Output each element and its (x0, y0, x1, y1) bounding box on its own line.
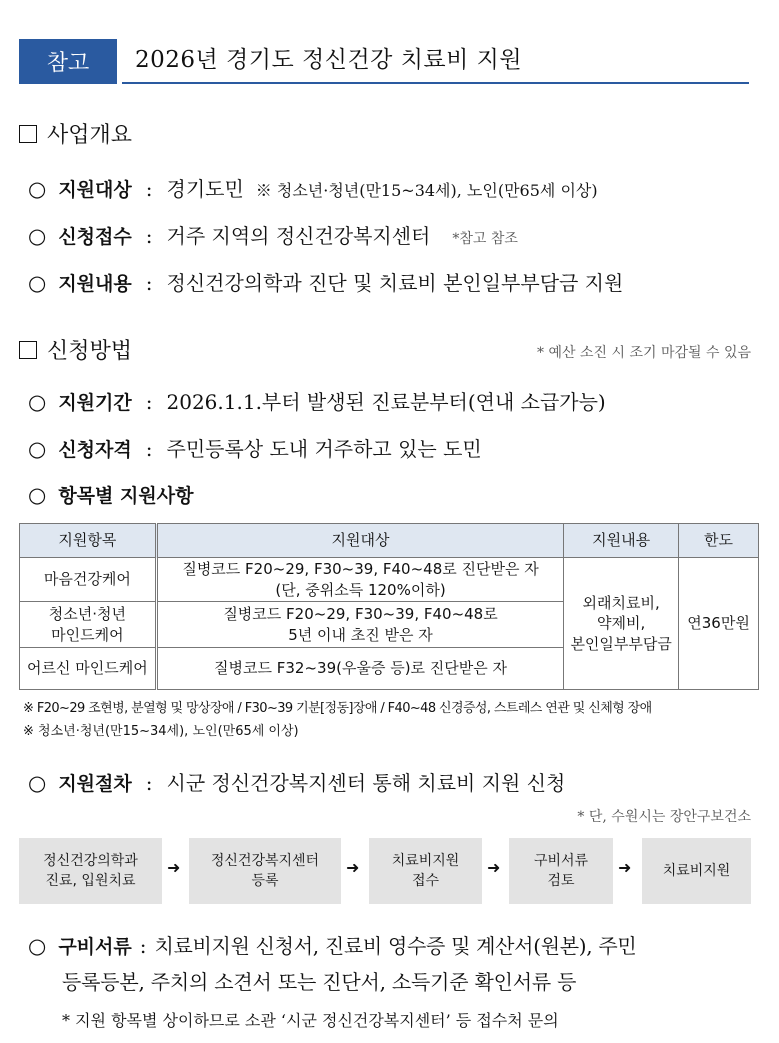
circle-bullet-icon: ○ (28, 390, 47, 414)
arrow-right-icon: ➜ (346, 858, 360, 877)
reference-tag: 참고 (19, 39, 117, 84)
table-header-cell: 한도 (679, 524, 759, 558)
item-label: 지원내용 (58, 273, 132, 295)
item-value: 거주 지역의 정신건강복지센터 (166, 224, 431, 248)
support-table (19, 523, 759, 690)
method-item-eligibility (28, 433, 482, 462)
table-cell-target (156, 558, 563, 602)
section-title: 사업개요 (47, 123, 133, 148)
method-item-support-by-category (28, 481, 193, 508)
table-row (20, 558, 759, 602)
step-line: 등록 (251, 873, 279, 889)
table-cell-target: 질병코드 F32~39(우울증 등)로 진단받은 자 (156, 648, 563, 690)
colon: : (145, 437, 153, 461)
item-value: 주민등록상 도내 거주하고 있는 도민 (166, 437, 482, 461)
content-line: 본인일부부담금 (570, 634, 672, 653)
step-line: 접수 (411, 873, 440, 889)
square-bullet-icon (19, 341, 37, 359)
budget-note: * 예산 소진 시 조기 마감될 수 있음 (537, 345, 751, 361)
item-value: 정신건강의학과 진단 및 치료비 본인일부부담금 지원 (166, 271, 624, 295)
table-header-cell: 지원항목 (20, 524, 157, 558)
item-value: 시군 정신건강복지센터 통해 치료비 지원 신청 (166, 771, 566, 795)
circle-bullet-icon: ○ (28, 177, 47, 201)
section-method-heading (19, 334, 132, 365)
item-label: 지원대상 (58, 179, 132, 201)
colon: : (145, 771, 153, 795)
colon: : (145, 224, 153, 248)
item-label: 지원기간 (58, 392, 132, 414)
flow-step-review (509, 838, 613, 904)
item-label: 신청자격 (58, 439, 132, 461)
step-line: 치료비지원 (662, 862, 731, 879)
overview-item-target (28, 173, 598, 202)
circle-bullet-icon: ○ (28, 771, 47, 795)
table-cell-content (564, 558, 679, 690)
flow-step-registration (189, 838, 341, 904)
arrow-right-icon: ➜ (618, 858, 632, 877)
table-footnote-ages: ※ 청소년·청년(만15~34세), 노인(만65세 이상) (23, 724, 299, 739)
item-line: 마인드케어 (51, 625, 124, 644)
colon: : (145, 177, 153, 201)
arrow-right-icon: ➜ (167, 858, 181, 877)
circle-bullet-icon: ○ (28, 271, 47, 295)
flow-step-treatment (19, 838, 162, 904)
target-line: (단, 중위소득 120%이하) (275, 580, 446, 599)
step-line: 치료비지원 (391, 852, 460, 869)
item-line: 청소년·청년 (48, 605, 126, 624)
item-value: 2026.1.1.부터 발생된 진료분부터(연내 소급가능) (166, 390, 606, 414)
table-cell-item (20, 602, 157, 648)
documents-note: * 지원 항목별 상이하므로 소관 ‘시군 정신건강복지센터’ 등 접수처 문의 (62, 1011, 559, 1030)
content-line: 외래치료비, (582, 594, 660, 613)
content-line: 약제비, (597, 614, 646, 633)
circle-bullet-icon: ○ (28, 224, 47, 248)
overview-item-content (28, 267, 623, 296)
item-note: ※ 청소년·청년(만15~34세), 노인(만65세 이상) (255, 181, 598, 200)
colon: : (145, 390, 153, 414)
circle-bullet-icon: ○ (28, 437, 47, 461)
documents-line2: 등록등본, 주치의 소견서 또는 진단서, 소득기준 확인서류 등 (62, 970, 577, 994)
colon: : (145, 271, 153, 295)
flow-step-receipt (369, 838, 482, 904)
square-bullet-icon (19, 125, 37, 143)
table-cell-target (156, 602, 563, 648)
item-label: 구비서류 (58, 936, 132, 958)
documents-item (28, 930, 636, 959)
arrow-right-icon: ➜ (487, 858, 501, 877)
item-value: 치료비지원 신청서, 진료비 영수증 및 계산서(원본), 주민 (154, 934, 637, 958)
item-label: 신청접수 (58, 226, 132, 248)
section-overview-heading (19, 118, 132, 149)
procedure-note: * 단, 수원시는 장안구보건소 (577, 809, 751, 825)
circle-bullet-icon: ○ (28, 934, 47, 958)
table-header-cell: 지원대상 (156, 524, 563, 558)
method-item-period (28, 386, 606, 415)
table-cell-item: 마음건강케어 (20, 558, 157, 602)
section-title: 신청방법 (47, 339, 133, 364)
title-underline (122, 82, 749, 84)
item-label: 항목별 지원사항 (58, 485, 194, 507)
step-line: 구비서류 (533, 852, 589, 869)
step-line: 정신건강의학과 (43, 852, 138, 869)
table-header-row (20, 524, 759, 558)
flow-step-support (642, 838, 751, 904)
table-cell-limit: 연36만원 (679, 558, 759, 690)
target-line: 5년 이내 초진 받은 자 (288, 625, 433, 644)
procedure-item (28, 767, 565, 796)
table-cell-item: 어르신 마인드케어 (20, 648, 157, 690)
colon: : (139, 934, 147, 958)
step-line: 진료, 입원치료 (45, 873, 136, 889)
table-footnote-codes: ※ F20~29 조현병, 분열형 및 망상장애 / F30~39 기분[정동]장애 / F40~48 신경증성, 스트레스 연관 및 신체형 장애 (23, 701, 652, 716)
target-line: 질병코드 F20~29, F30~39, F40~48로 (223, 605, 498, 624)
item-label: 지원절차 (58, 773, 132, 795)
step-line: 정신건강복지센터 (210, 852, 320, 869)
overview-item-application (28, 220, 518, 249)
target-line: 질병코드 F20~29, F30~39, F40~48로 진단받은 자 (182, 560, 539, 579)
step-line: 검토 (547, 873, 575, 889)
item-value: 경기도민 (166, 177, 244, 201)
circle-bullet-icon: ○ (28, 483, 47, 507)
item-note: *참고 참조 (452, 231, 518, 247)
page-title: 2026년 경기도 정신건강 치료비 지원 (135, 47, 523, 73)
table-header-cell: 지원내용 (564, 524, 679, 558)
